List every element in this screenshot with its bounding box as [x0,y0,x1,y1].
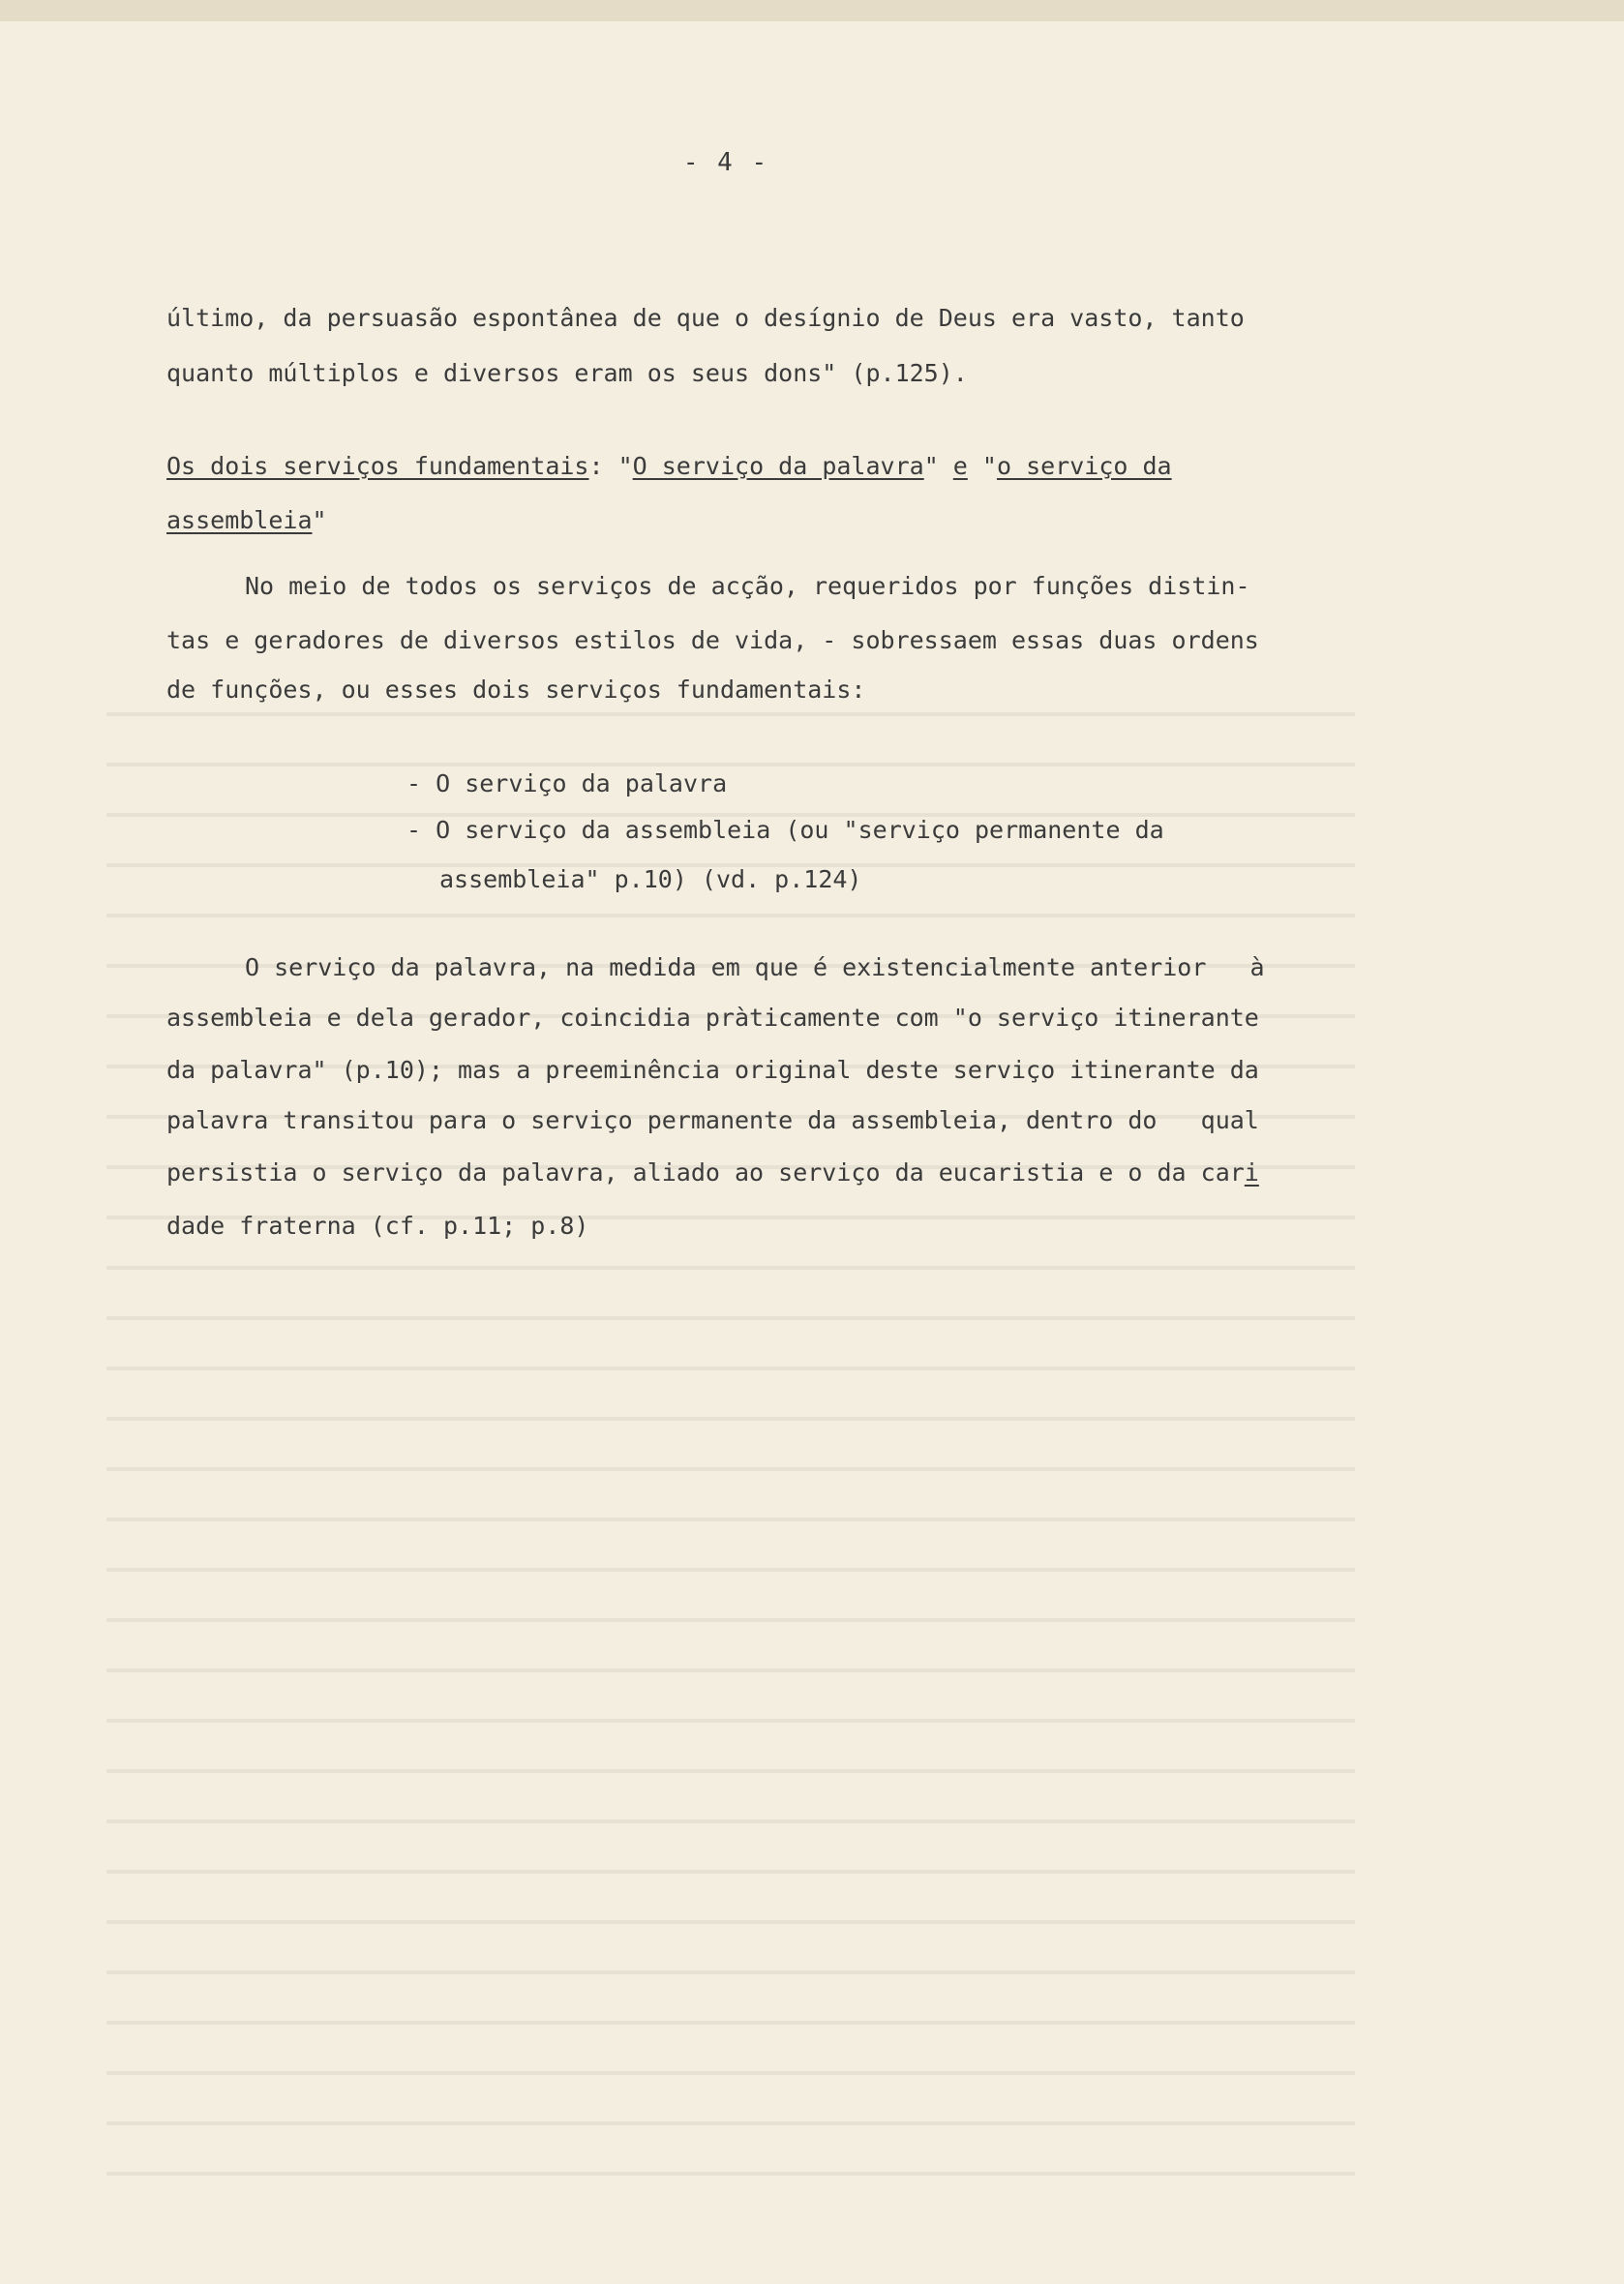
heading-underlined-text: Os dois serviços fundamentais [166,452,589,480]
text-segment: persistia o serviço da palavra, aliado ao serviço da eucaristia e o da car [166,1158,1245,1187]
list-item-continued: assembleia" p.10) (vd. p.124) [439,865,862,893]
list-item: - O serviço da palavra [406,769,728,797]
page-number: - 4 - [682,148,769,177]
heading-text: " [967,452,997,480]
section-heading [166,451,1172,482]
heading-text: " [923,452,953,480]
list-item: - O serviço da assembleia (ou "serviço permanente da [406,816,1164,844]
text-line: da palavra" (p.10); mas a preeminência original deste serviço itinerante da [166,1056,1259,1084]
text-line: último, da persuasão espontânea de que o desígnio de Deus era vasto, tanto [166,304,1245,332]
text-line: dade fraterna (cf. p.11; p.8) [166,1212,589,1240]
heading-underlined-text: assembleia [166,506,313,534]
text-segment: i [1244,1158,1259,1187]
heading-underlined-text: O serviço da palavra [632,452,924,480]
heading-text: " [312,506,327,534]
text-line: O serviço da palavra, na medida em que é existencialmente anterior à [245,953,1265,981]
reverse-side-bleed-through [106,677,1355,2187]
text-line: palavra transitou para o serviço permanente da assembleia, dentro do qual [166,1106,1259,1134]
text-line: de funções, ou esses dois serviços fundamentais: [166,676,866,704]
text-line: assembleia e dela gerador, coincidia pràticamente com "o serviço itinerante [166,1004,1259,1032]
text-line: tas e geradores de diversos estilos de vida, - sobressaem essas duas ordens [166,626,1259,654]
text-line: No meio de todos os serviços de acção, requeridos por funções distin- [245,572,1250,600]
section-heading-continued [166,505,327,536]
page-top-edge [0,0,1624,21]
text-line [166,1157,1259,1188]
heading-underlined-text: o serviço da [996,452,1172,480]
heading-underlined-text: e [952,452,968,480]
text-line: quanto múltiplos e diversos eram os seus dons" (p.125). [166,359,968,387]
heading-text: : " [588,452,633,480]
